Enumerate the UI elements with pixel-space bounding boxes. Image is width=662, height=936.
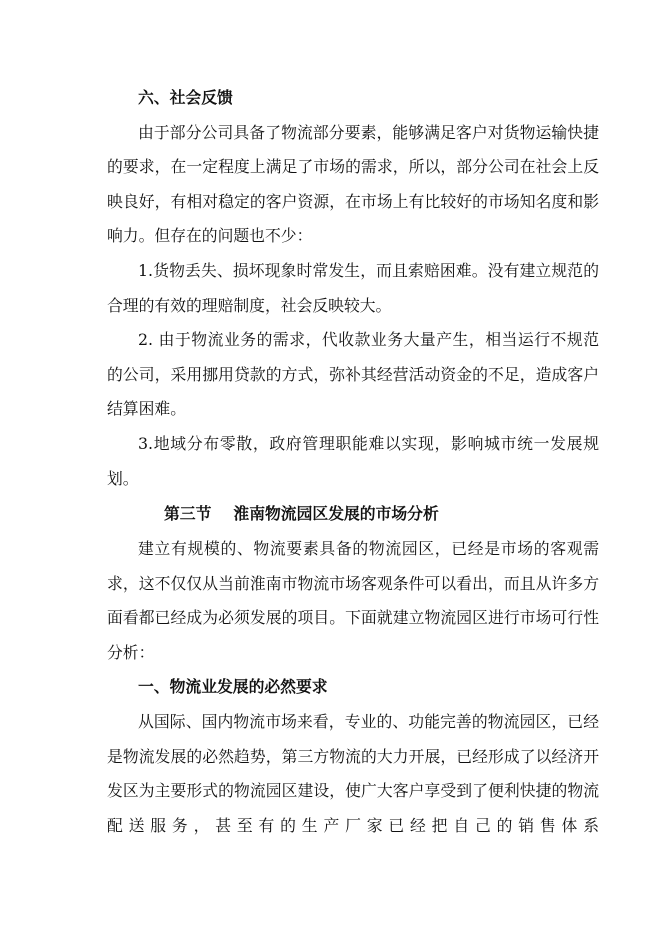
section-6-intro: 由于部分公司具备了物流部分要素，能够满足客户对货物运输快捷的要求，在一定程度上满足了市场的需求，所以，部分公司在社会上反映良好，有相对稳定的客户资源，在市场上有比较好的市场知名度和影响力。但存在的问题也不少：: [107, 122, 599, 246]
section-6: [107, 81, 599, 496]
section-3-intro: 建立有规模的、物流要素具备的物流园区，已经是市场的客观需求，这不仅仅从当前淮南市物流市场客观条件可以看出，而且从许多方面看都已经成为必须发展的项目。下面就建立物流园区进行市场可行性分析：: [107, 539, 599, 662]
section-title-text: 淮南物流园区发展的市场分析: [233, 504, 439, 523]
section-3-body: [107, 532, 599, 843]
issue-item-1: 1.货物丢失、损坏现象时常发生，而且索赔困难。没有建立规范的合理的有效的理赔制度，社会反映较大。: [107, 260, 599, 315]
subsection-1-heading: 一、物流业发展的必然要求: [138, 677, 328, 697]
subsection-1-text: 从国际、国内物流市场来看，专业的、功能完善的物流园区，已经是物流发展的必然趋势，第三方物流的大力开展，已经形成了以经济开发区为主要形式的物流园区建设，使广大客户享受到了便利快捷的物流配送服务，甚至有的生产厂家已经把自己的销售体系: [107, 711, 599, 835]
section-number: 第三节: [164, 504, 212, 523]
section-6-heading: 六、社会反馈: [138, 88, 233, 107]
issue-item-3: 3.地域分布零散，政府管理职能难以实现，影响城市统一发展规划。: [107, 433, 599, 488]
issue-item-2: 2. 由于物流业务的需求，代收款业务大量产生，相当运行不规范的公司，采用挪用贷款的方式，弥补其经营活动资金的不足，造成客户结算困难。: [107, 330, 599, 419]
section-3-title: [164, 497, 439, 531]
